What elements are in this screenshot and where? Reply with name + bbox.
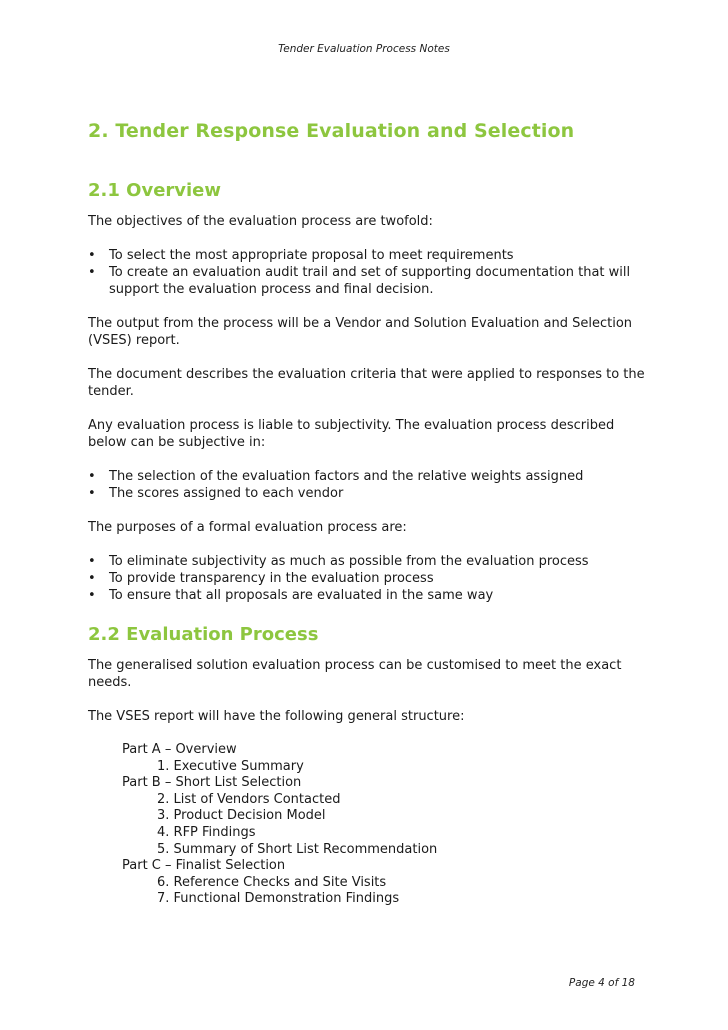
bullet-icon: •	[88, 571, 96, 586]
outline-item: 6. Reference Checks and Site Visits	[157, 874, 387, 890]
bullet-icon: •	[88, 486, 96, 501]
list-item: • The scores assigned to each vendor	[88, 486, 344, 501]
outline-part: Part B – Short List Selection	[122, 775, 302, 791]
list-item: • To ensure that all proposals are evaluated in the same way	[88, 588, 494, 603]
outline-item: 4. RFP Findings	[157, 824, 256, 840]
outline-item: 1. Executive Summary	[157, 758, 304, 774]
process-intro: The generalised solution evaluation process can be customised to meet the exact needs.	[88, 658, 622, 690]
criteria-paragraph: The document describes the evaluation criteria that were applied to responses to the tender.	[88, 367, 645, 399]
bullet-icon: •	[88, 265, 96, 280]
subjective-areas-list	[88, 468, 648, 502]
outline-item: 5. Summary of Short List Recommendation	[157, 841, 438, 857]
outline-item: 2. List of Vendors Contacted	[157, 791, 341, 807]
report-structure-outline	[88, 742, 648, 908]
outline-item: 7. Functional Demonstration Findings	[157, 891, 400, 907]
list-item: • To select the most appropriate proposal to meet requirements	[88, 248, 514, 263]
list-item: • To create an evaluation audit trail and set of supporting documentation that will support the evaluation process and final decision.	[88, 265, 631, 297]
subjectivity-paragraph: Any evaluation process is liable to subjectivity. The evaluation process described below can be subjective in:	[88, 418, 615, 450]
objectives-intro: The objectives of the evaluation process are twofold:	[88, 214, 433, 229]
bullet-icon: •	[88, 248, 96, 263]
process-heading: 2.2 Evaluation Process	[88, 624, 319, 645]
list-item: • The selection of the evaluation factors and the relative weights assigned	[88, 469, 584, 484]
bullet-icon: •	[88, 554, 96, 569]
page-number: Page 4 of 18	[568, 977, 635, 989]
outline-item: 3. Product Decision Model	[157, 808, 326, 824]
purposes-intro: The purposes of a formal evaluation process are:	[88, 520, 407, 535]
outline-part: Part A – Overview	[122, 742, 237, 757]
section-title: 2. Tender Response Evaluation and Selection	[88, 120, 575, 142]
page-body	[88, 118, 648, 908]
objectives-list	[88, 247, 648, 298]
structure-intro: The VSES report will have the following general structure:	[88, 709, 465, 724]
bullet-icon: •	[88, 469, 96, 484]
output-paragraph: The output from the process will be a Vendor and Solution Evaluation and Selection (VSES) report.	[88, 316, 633, 348]
outline-part: Part C – Finalist Selection	[122, 858, 286, 874]
list-item: • To eliminate subjectivity as much as possible from the evaluation process	[88, 554, 589, 569]
purposes-list	[88, 553, 648, 604]
running-header: Tender Evaluation Process Notes	[278, 43, 450, 55]
bullet-icon: •	[88, 588, 96, 603]
list-item: • To provide transparency in the evaluation process	[88, 571, 434, 586]
overview-heading: 2.1 Overview	[88, 180, 222, 201]
